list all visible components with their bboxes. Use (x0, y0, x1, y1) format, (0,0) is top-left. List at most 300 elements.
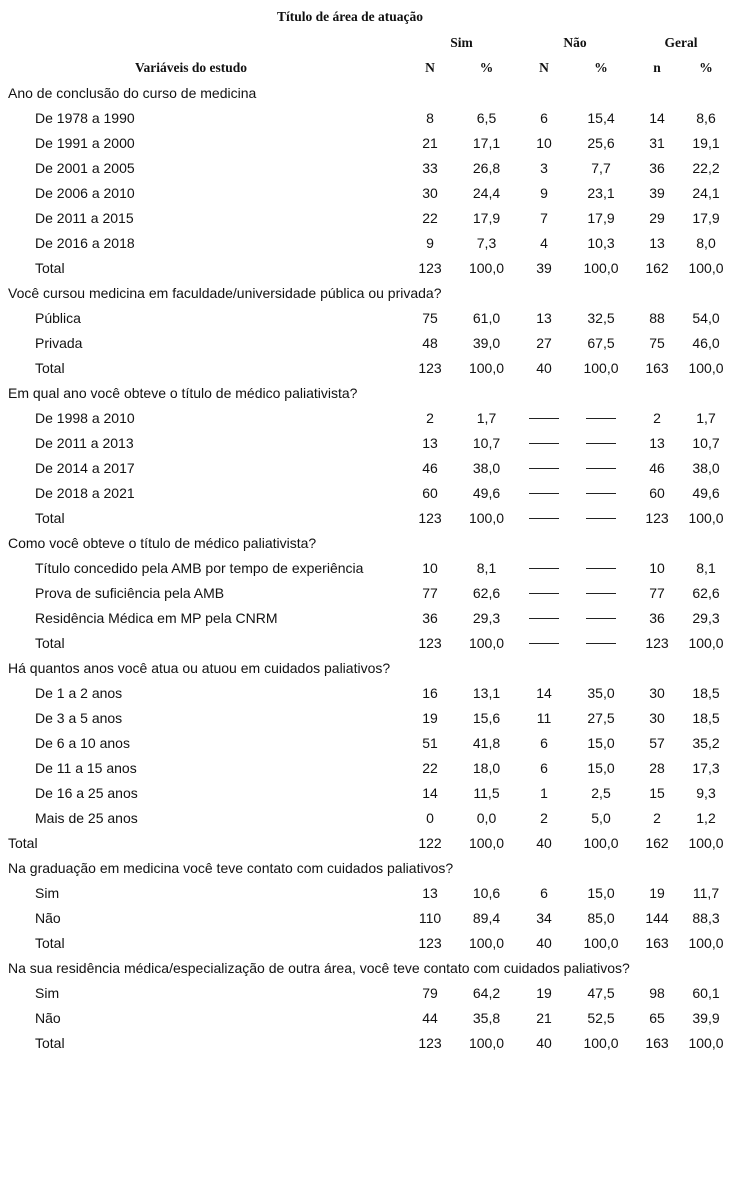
value-cell: 22,2 (692, 159, 720, 176)
value-cell: 67,5 (587, 334, 615, 351)
row-label: Não (35, 1009, 61, 1026)
value-cell: 46,0 (692, 334, 720, 351)
value-cell: 163 (645, 359, 669, 376)
table-row (0, 930, 730, 955)
table-row (0, 1030, 730, 1055)
value-cell: 123 (418, 934, 442, 951)
value-cell: 27 (536, 334, 552, 351)
value-cell: 15,0 (587, 734, 615, 751)
value-cell: 1,7 (696, 409, 716, 426)
value-cell: 39 (536, 259, 552, 276)
value-cell: 40 (536, 834, 552, 851)
value-cell: 36 (649, 159, 665, 176)
value-cell: 29,3 (472, 609, 501, 626)
empty-dash (570, 430, 632, 455)
value-cell: 8,0 (696, 234, 716, 251)
value-cell: 162 (645, 259, 669, 276)
value-cell: 46 (422, 459, 438, 476)
table-row (0, 605, 730, 630)
table-row (0, 805, 730, 830)
value-cell: 77 (649, 584, 665, 601)
value-cell: 10 (649, 559, 665, 576)
value-cell: 123 (418, 1034, 442, 1051)
value-cell: 100,0 (583, 359, 619, 376)
value-cell: 85,0 (587, 909, 615, 926)
value-cell: 3 (540, 159, 548, 176)
value-cell: 33 (422, 159, 438, 176)
dash-line (586, 568, 616, 569)
value-cell: 100,0 (468, 834, 505, 851)
section-row (0, 530, 730, 555)
value-cell: 52,5 (587, 1009, 615, 1026)
section-row (0, 830, 730, 855)
value-cell: 110 (418, 909, 442, 926)
value-cell: 14 (422, 784, 438, 801)
value-cell: 35,8 (472, 1009, 501, 1026)
table-row (0, 180, 730, 205)
value-cell: 100,0 (688, 359, 724, 376)
value-cell: 123 (418, 359, 442, 376)
value-cell: 44 (422, 1009, 438, 1026)
section-row (0, 380, 730, 405)
dash-line (586, 443, 616, 444)
dash-line (529, 643, 559, 644)
value-cell: 10,7 (692, 434, 720, 451)
row-label: Sim (35, 884, 60, 901)
value-cell: 6,5 (476, 109, 497, 126)
value-cell: 57 (649, 734, 665, 751)
row-label: Residência Médica em MP pela CNRM (35, 609, 278, 626)
value-cell: 18,5 (692, 709, 720, 726)
value-cell: 22 (422, 759, 438, 776)
section-row (0, 655, 730, 680)
value-cell: 13,1 (472, 684, 501, 701)
dash-line (529, 468, 559, 469)
table-row (0, 1005, 730, 1030)
value-cell: 6 (540, 734, 548, 751)
value-cell: 75 (422, 309, 438, 326)
value-cell: 11 (536, 709, 552, 726)
empty-dash (570, 630, 632, 655)
col-header: % (594, 59, 608, 75)
value-cell: 19 (649, 884, 665, 901)
row-label: De 2011 a 2013 (35, 434, 134, 451)
table-row (0, 305, 730, 330)
value-cell: 17,1 (472, 134, 501, 151)
value-cell: 8,6 (696, 109, 716, 126)
value-cell: 54,0 (692, 309, 720, 326)
group-geral: Geral (664, 34, 698, 50)
empty-dash (518, 580, 570, 605)
value-cell: 123 (645, 634, 669, 651)
value-cell: 40 (536, 934, 552, 951)
value-cell: 30 (649, 709, 665, 726)
row-label: De 1998 a 2010 (35, 409, 135, 426)
value-cell: 100,0 (583, 1034, 619, 1051)
value-cell: 0,0 (476, 809, 497, 826)
table-row (0, 130, 730, 155)
value-cell: 39,9 (692, 1009, 720, 1026)
col-header: N (425, 59, 435, 75)
value-cell: 13 (422, 434, 438, 451)
row-label: De 1978 a 1990 (35, 109, 135, 126)
value-cell: 100,0 (688, 834, 724, 851)
value-cell: 123 (418, 509, 442, 526)
value-cell: 19 (422, 709, 438, 726)
row-label: Mais de 25 anos (35, 809, 138, 826)
empty-dash (570, 580, 632, 605)
value-cell: 163 (645, 934, 669, 951)
empty-dash (570, 505, 632, 530)
dash-line (529, 593, 559, 594)
study-variables-table (0, 5, 730, 1055)
section-row (0, 280, 730, 305)
value-cell: 100,0 (688, 1034, 724, 1051)
dash-line (529, 418, 559, 419)
value-cell: 100,0 (468, 259, 505, 276)
value-cell: 62,6 (692, 584, 720, 601)
value-cell: 6 (540, 109, 548, 126)
value-cell: 1,7 (476, 409, 497, 426)
value-cell: 17,3 (692, 759, 720, 776)
value-cell: 122 (418, 834, 442, 851)
table-row (0, 780, 730, 805)
dash-line (529, 493, 559, 494)
section-row (0, 955, 730, 980)
value-cell: 30 (649, 684, 665, 701)
group-nao: Não (563, 34, 587, 50)
empty-dash (570, 555, 632, 580)
value-cell: 28 (649, 759, 665, 776)
row-label: De 2011 a 2015 (35, 209, 134, 226)
value-cell: 88,3 (692, 909, 720, 926)
col-header: % (479, 59, 494, 75)
value-cell: 41,8 (472, 734, 501, 751)
value-cell: 26,8 (472, 159, 501, 176)
col-header: N (539, 59, 549, 75)
table-row (0, 230, 730, 255)
value-cell: 2 (540, 809, 548, 826)
dash-line (586, 593, 616, 594)
dash-line (529, 618, 559, 619)
value-cell: 31 (649, 134, 665, 151)
value-cell: 21 (536, 1009, 552, 1026)
value-cell: 17,9 (692, 209, 720, 226)
empty-dash (518, 605, 570, 630)
value-cell: 7,3 (476, 234, 497, 251)
value-cell: 10 (422, 559, 438, 576)
value-cell: 17,9 (587, 209, 615, 226)
value-cell: 5,0 (591, 809, 611, 826)
value-cell: 23,1 (587, 184, 615, 201)
value-cell: 2 (653, 409, 661, 426)
table-row (0, 880, 730, 905)
table-row (0, 755, 730, 780)
row-label: Na graduação em medicina você teve contato com cuidados paliativos? (8, 859, 454, 876)
row-label: Ano de conclusão do curso de medicina (8, 84, 257, 101)
value-cell: 75 (649, 334, 665, 351)
variable-header: Variáveis do estudo (135, 59, 248, 75)
value-cell: 100,0 (468, 359, 505, 376)
table-row (0, 205, 730, 230)
value-cell: 144 (645, 909, 669, 926)
value-cell: 19 (536, 984, 552, 1001)
value-cell: 39,0 (472, 334, 501, 351)
row-label: Total (35, 259, 65, 276)
dash-line (529, 443, 559, 444)
row-label: De 11 a 15 anos (35, 759, 137, 776)
value-cell: 36 (422, 609, 438, 626)
value-cell: 123 (418, 634, 442, 651)
value-cell: 15,4 (587, 109, 615, 126)
value-cell: 60 (649, 484, 665, 501)
table-row (0, 905, 730, 930)
value-cell: 79 (422, 984, 438, 1001)
value-cell: 1 (540, 784, 548, 801)
value-cell: 60,1 (692, 984, 720, 1001)
value-cell: 35,0 (587, 684, 615, 701)
row-label: De 2016 a 2018 (35, 234, 135, 251)
value-cell: 24,1 (692, 184, 720, 201)
value-cell: 100,0 (468, 509, 505, 526)
value-cell: 14 (649, 109, 665, 126)
row-label: Sim (35, 984, 60, 1001)
row-label: De 2018 a 2021 (35, 484, 135, 501)
row-label: De 3 a 5 anos (35, 709, 123, 726)
table-row (0, 680, 730, 705)
group-header-row (0, 30, 730, 55)
table-row (0, 505, 730, 530)
value-cell: 30 (422, 184, 438, 201)
row-label: Título concedido pela AMB por tempo de experiência (35, 559, 364, 576)
value-cell: 13 (649, 434, 665, 451)
value-cell: 2,5 (591, 784, 611, 801)
value-cell: 100,0 (468, 634, 505, 651)
row-label: Total (35, 359, 65, 376)
value-cell: 13 (536, 309, 552, 326)
empty-dash (518, 455, 570, 480)
value-cell: 65 (649, 1009, 665, 1026)
value-cell: 64,2 (472, 984, 501, 1001)
value-cell: 62,6 (472, 584, 501, 601)
value-cell: 49,6 (472, 484, 501, 501)
value-cell: 13 (649, 234, 665, 251)
dash-line (529, 518, 559, 519)
empty-dash (518, 505, 570, 530)
table-row (0, 330, 730, 355)
row-label: De 1 a 2 anos (35, 684, 123, 701)
row-label: Total (35, 934, 65, 951)
group-sim: Sim (450, 34, 473, 50)
empty-dash (570, 405, 632, 430)
value-cell: 9,3 (696, 784, 716, 801)
dash-line (586, 518, 616, 519)
value-cell: 19,1 (692, 134, 720, 151)
value-cell: 38,0 (472, 459, 501, 476)
value-cell: 21 (422, 134, 438, 151)
value-cell: 10 (536, 134, 552, 151)
value-cell: 9 (426, 234, 434, 251)
value-cell: 39 (649, 184, 665, 201)
empty-dash (518, 555, 570, 580)
row-label: De 2014 a 2017 (35, 459, 135, 476)
section-row (0, 80, 730, 105)
row-label: De 16 a 25 anos (35, 784, 138, 801)
value-cell: 7,7 (591, 159, 611, 176)
value-cell: 27,5 (587, 709, 615, 726)
value-cell: 162 (645, 834, 669, 851)
table-row (0, 355, 730, 380)
row-label: De 6 a 10 anos (35, 734, 130, 751)
empty-dash (518, 430, 570, 455)
value-cell: 11,7 (692, 884, 720, 901)
row-label: Prova de suficiência pela AMB (35, 584, 225, 601)
row-label: De 2006 a 2010 (35, 184, 135, 201)
row-label: Você cursou medicina em faculdade/universidade pública ou privada? (8, 284, 442, 301)
value-cell: 18,5 (692, 684, 720, 701)
value-cell: 100,0 (688, 259, 724, 276)
value-cell: 77 (422, 584, 438, 601)
col-header: n (653, 59, 661, 75)
value-cell: 40 (536, 1034, 552, 1051)
value-cell: 8,1 (696, 559, 716, 576)
value-cell: 6 (540, 759, 548, 776)
value-cell: 100,0 (688, 934, 724, 951)
value-cell: 14 (536, 684, 552, 701)
table-row (0, 980, 730, 1005)
table-row (0, 105, 730, 130)
value-cell: 61,0 (472, 309, 501, 326)
table-row (0, 630, 730, 655)
value-cell: 29,3 (692, 609, 720, 626)
empty-dash (570, 605, 632, 630)
row-label: Total (35, 509, 65, 526)
empty-dash (570, 455, 632, 480)
value-cell: 100,0 (468, 934, 505, 951)
value-cell: 60 (422, 484, 438, 501)
value-cell: 18,0 (472, 759, 501, 776)
table-title: Título de área de atuação (277, 9, 423, 24)
row-label: De 2001 a 2005 (35, 159, 135, 176)
value-cell: 13 (422, 884, 438, 901)
value-cell: 1,2 (696, 809, 716, 826)
value-cell: 10,6 (472, 884, 501, 901)
table-row (0, 430, 730, 455)
column-header-row (0, 55, 730, 80)
dash-line (586, 468, 616, 469)
value-cell: 35,2 (692, 734, 720, 751)
value-cell: 40 (536, 359, 552, 376)
value-cell: 16 (422, 684, 438, 701)
value-cell: 6 (540, 884, 548, 901)
row-label: Há quantos anos você atua ou atuou em cuidados paliativos? (8, 659, 391, 676)
value-cell: 2 (653, 809, 661, 826)
row-label: Na sua residência médica/especialização de outra área, você teve contato com cuidados paliativos? (8, 959, 630, 976)
value-cell: 4 (540, 234, 548, 251)
value-cell: 163 (645, 1034, 669, 1051)
value-cell: 98 (649, 984, 665, 1001)
value-cell: 0 (426, 809, 434, 826)
value-cell: 11,5 (473, 784, 500, 801)
table-row (0, 455, 730, 480)
value-cell: 88 (649, 309, 665, 326)
value-cell: 2 (426, 409, 434, 426)
row-label: Pública (35, 309, 81, 326)
table-row (0, 155, 730, 180)
value-cell: 10,3 (587, 234, 615, 251)
value-cell: 7 (540, 209, 548, 226)
row-label: Não (35, 909, 61, 926)
value-cell: 100,0 (583, 834, 619, 851)
dash-line (529, 568, 559, 569)
value-cell: 123 (645, 509, 669, 526)
value-cell: 123 (418, 259, 442, 276)
value-cell: 51 (422, 734, 438, 751)
value-cell: 15,0 (587, 884, 615, 901)
empty-dash (518, 630, 570, 655)
row-label: Total (35, 634, 65, 651)
empty-dash (518, 405, 570, 430)
row-label: Total (35, 1034, 65, 1051)
value-cell: 9 (540, 184, 548, 201)
value-cell: 89,4 (472, 909, 501, 926)
table-row (0, 580, 730, 605)
value-cell: 25,6 (587, 134, 615, 151)
row-label: Privada (35, 334, 83, 351)
value-cell: 46 (649, 459, 665, 476)
row-label: Como você obteve o título de médico paliativista? (8, 534, 317, 551)
value-cell: 34 (536, 909, 552, 926)
value-cell: 36 (649, 609, 665, 626)
row-label: Total (8, 834, 38, 851)
table-row (0, 555, 730, 580)
value-cell: 24,4 (472, 184, 501, 201)
dash-line (586, 418, 616, 419)
row-label: Em qual ano você obteve o título de médico paliativista? (8, 384, 358, 401)
value-cell: 17,9 (472, 209, 501, 226)
table-row (0, 730, 730, 755)
value-cell: 100,0 (688, 509, 724, 526)
value-cell: 8 (426, 109, 434, 126)
value-cell: 38,0 (692, 459, 720, 476)
value-cell: 15,0 (587, 759, 615, 776)
value-cell: 10,7 (472, 434, 501, 451)
table-row (0, 255, 730, 280)
value-cell: 8,1 (476, 559, 497, 576)
value-cell: 32,5 (587, 309, 615, 326)
value-cell: 48 (422, 334, 438, 351)
dash-line (586, 493, 616, 494)
empty-dash (570, 480, 632, 505)
table-title-row (0, 5, 730, 30)
value-cell: 15 (649, 784, 665, 801)
value-cell: 47,5 (587, 984, 615, 1001)
value-cell: 22 (422, 209, 438, 226)
value-cell: 100,0 (583, 934, 619, 951)
table-row (0, 705, 730, 730)
section-row (0, 855, 730, 880)
dash-line (586, 643, 616, 644)
value-cell: 100,0 (583, 259, 619, 276)
value-cell: 29 (649, 209, 665, 226)
col-header: % (699, 59, 713, 75)
value-cell: 15,6 (472, 709, 501, 726)
value-cell: 49,6 (692, 484, 720, 501)
table-row (0, 405, 730, 430)
dash-line (586, 618, 616, 619)
table-row (0, 480, 730, 505)
value-cell: 100,0 (468, 1034, 505, 1051)
